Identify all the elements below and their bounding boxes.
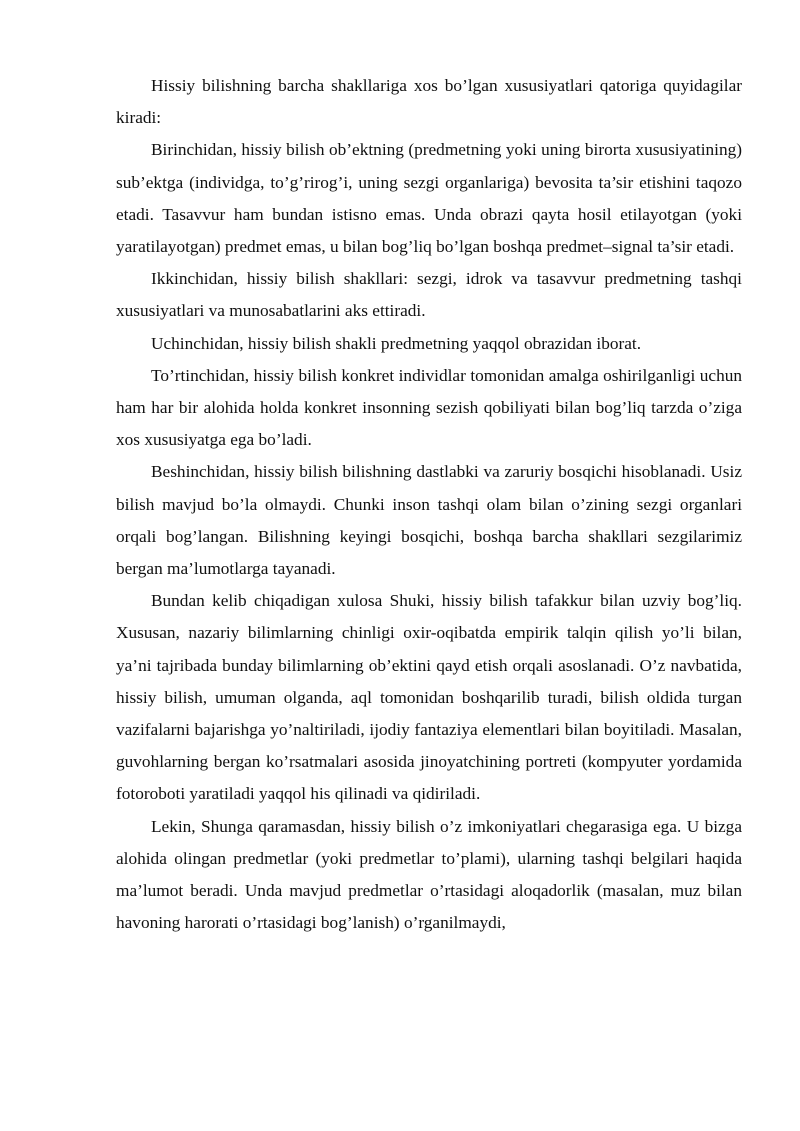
paragraph-first: Birinchidan, hissiy bilish ob’ektning (predmetning yoki uning birorta xususiyatining) sub’ektga (individga, to’g’rirog’i, uning sezgi organlariga) bevosita ta’sir etishini taqozo etadi. Tasavvur ham bundan istisno emas. Unda obrazi qayta hosil etilayotgan (yoki yaratilayotgan) predmet emas, u bilan bog’liq bo’lgan boshqa predmet–signal ta’sir etadi.	[116, 140, 742, 257]
document-page	[116, 70, 742, 939]
paragraph-intro: Hissiy bilishning barcha shakllariga xos bo’lgan xususiyatlari qatoriga quyidagilar kiradi:	[116, 76, 742, 128]
paragraph-fourth: To’rtinchidan, hissiy bilish konkret individlar tomonidan amalga oshirilganligi uchun ham har bir alohida holda konkret insonning sezish qobiliyati bilan bog’liq tarzda o’ziga xos xususiyatga ega bo’ladi.	[116, 365, 742, 450]
paragraph-conclusion: Bundan kelib chiqadigan xulosa Shuki, hissiy bilish tafakkur bilan uzviy bog’liq. Xususan, nazariy bilimlarning chinligi oxir-oqibatda empirik talqin qilish yo’li bilan, ya’ni tajribada bunday bilimlarning ob’ektini qayd etish orqali asoslanadi. O’z navbatida, hissiy bilish, umuman olganda, aql tomonidan boshqarilib turadi, bilish oldida turgan vazifalarni bajarishga yo’naltiriladi, ijodiy fantaziya elementlari bilan boyitiladi. Masalan, guvohlarning bergan ko’rsatmalari asosida jinoyatchining portreti (kompyuter yordamida fotoroboti yaratiladi yaqqol his qilinadi va qidiriladi.	[116, 591, 742, 804]
paragraph-limitations: Lekin, Shunga qaramasdan, hissiy bilish o’z imkoniyatlari chegarasiga ega. U bizga alohida olingan predmetlar (yoki predmetlar to’plami), ularning tashqi belgilari haqida ma’lumot beradi. Unda mavjud predmetlar o’rtasidagi aloqadorlik (masalan, muz bilan havoning harorati o’rtasidagi bog’lanish) o’rganilmaydi,	[116, 816, 742, 933]
paragraph-third: Uchinchidan, hissiy bilish shakli predmetning yaqqol obrazidan iborat.	[151, 333, 642, 353]
paragraph-fifth: Beshinchidan, hissiy bilish bilishning dastlabki va zaruriy bosqichi hisoblanadi. Usiz bilish mavjud bo’la olmaydi. Chunki inson tashqi olam bilan o’zining sezgi organlari orqali bog’langan. Bilishning keyingi bosqichi, boshqa barcha shakllari sezgilarimiz bergan ma’lumotlarga tayanadi.	[116, 462, 742, 579]
paragraph-second: Ikkinchidan, hissiy bilish shakllari: sezgi, idrok va tasavvur predmetning tashqi xususiyatlari va munosabatlarini aks ettiradi.	[116, 269, 742, 321]
